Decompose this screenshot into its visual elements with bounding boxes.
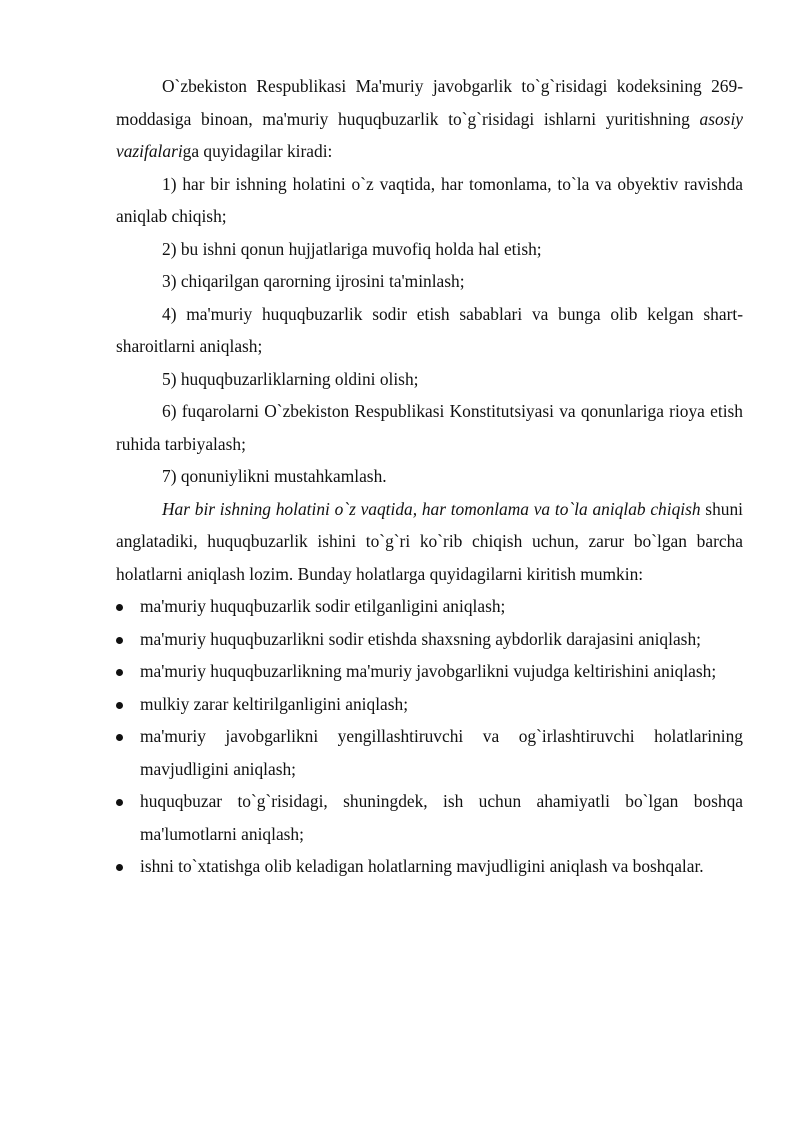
task-item-6: 6) fuqarolarni O`zbekiston Respublikasi Konstitutsiyasi va qonunlariga rioya etish ruhida tarbiyalash; — [116, 401, 743, 454]
task-item-3: 3) chiqarilgan qarorning ijrosini ta'minlash; — [162, 271, 465, 291]
intro-paragraph — [116, 70, 743, 168]
document-page — [116, 70, 743, 883]
bullet-icon — [116, 702, 123, 709]
bullet-icon — [116, 734, 123, 741]
intro-text-end: ga quyidagilar kiradi: — [182, 141, 333, 161]
bullet-icon — [116, 864, 123, 871]
list-item — [116, 623, 743, 656]
task-item-2: 2) bu ishni qonun hujjatlariga muvofiq holda hal etish; — [162, 238, 542, 259]
list-item-text: ma'muriy huquqbuzarlikning ma'muriy javobgarlikni vujudga keltirishini aniqlash; — [140, 661, 717, 681]
intro-emphasis: asosiy vazifalari — [116, 108, 743, 161]
explanation-emphasis: Har bir ishning holatini o`z vaqtida, har tomonlama va to`la aniqlab chiqish — [162, 498, 701, 519]
task-item-7: 7) qonuniylikni mustahkamlash. — [162, 466, 387, 486]
list-item-text: ma'muriy javobgarlikni yengillashtiruvchi va og`irlashtiruvchi holatlarining mavjudligini aniqlash; — [140, 726, 743, 779]
intro-text: O`zbekiston Respublikasi Ma'muriy javobgarlik to`g`risidagi kodeksining 269-moddasiga binoan, ma'muriy huquqbuzarlik to`g`risidagi ishlarni yuritishning — [116, 76, 743, 129]
list-item — [116, 590, 743, 623]
bullet-icon — [116, 604, 123, 611]
bullet-icon — [116, 637, 123, 644]
list-item-text: ma'muriy huquqbuzarlikni sodir etishda shaxsning aybdorlik darajasini aniqlash; — [140, 628, 701, 649]
list-item — [116, 720, 743, 785]
explanation-paragraph — [116, 493, 743, 591]
list-item-text: mulkiy zarar keltirilganligini aniqlash; — [140, 693, 409, 714]
list-item-text: ma'muriy huquqbuzarlik sodir etilganligini aniqlash; — [140, 596, 506, 616]
list-item-text: huquqbuzar to`g`risidagi, shuningdek, ish uchun ahamiyatli bo`lgan boshqa ma'lumotlarni aniqlash; — [140, 791, 743, 844]
list-item — [116, 850, 743, 883]
bullet-icon — [116, 799, 123, 806]
task-item-4: 4) ma'muriy huquqbuzarlik sodir etish sabablari va bunga olib kelgan shart-sharoitlarni aniqlash; — [116, 303, 743, 356]
explanation-text: shuni anglatadiki, huquqbuzarlik ishini to`g`ri ko`rib chiqish uchun, zarur bo`lgan barcha holatlarni aniqlash lozim. Bunday holatlarga quyidagilarni kiritish mumkin: — [116, 498, 743, 584]
task-item-5: 5) huquqbuzarliklarning oldini olish; — [162, 368, 419, 389]
list-item-text: ishni to`xtatishga olib keladigan holatlarning mavjudligini aniqlash va boshqalar. — [140, 856, 704, 876]
bullet-icon — [116, 669, 123, 676]
list-item — [116, 655, 743, 688]
list-item — [116, 785, 743, 850]
list-item — [116, 688, 743, 721]
circumstances-list — [116, 590, 743, 883]
task-item-1: 1) har bir ishning holatini o`z vaqtida, har tomonlama, to`la va obyektiv ravishda aniqlab chiqish; — [116, 173, 743, 226]
